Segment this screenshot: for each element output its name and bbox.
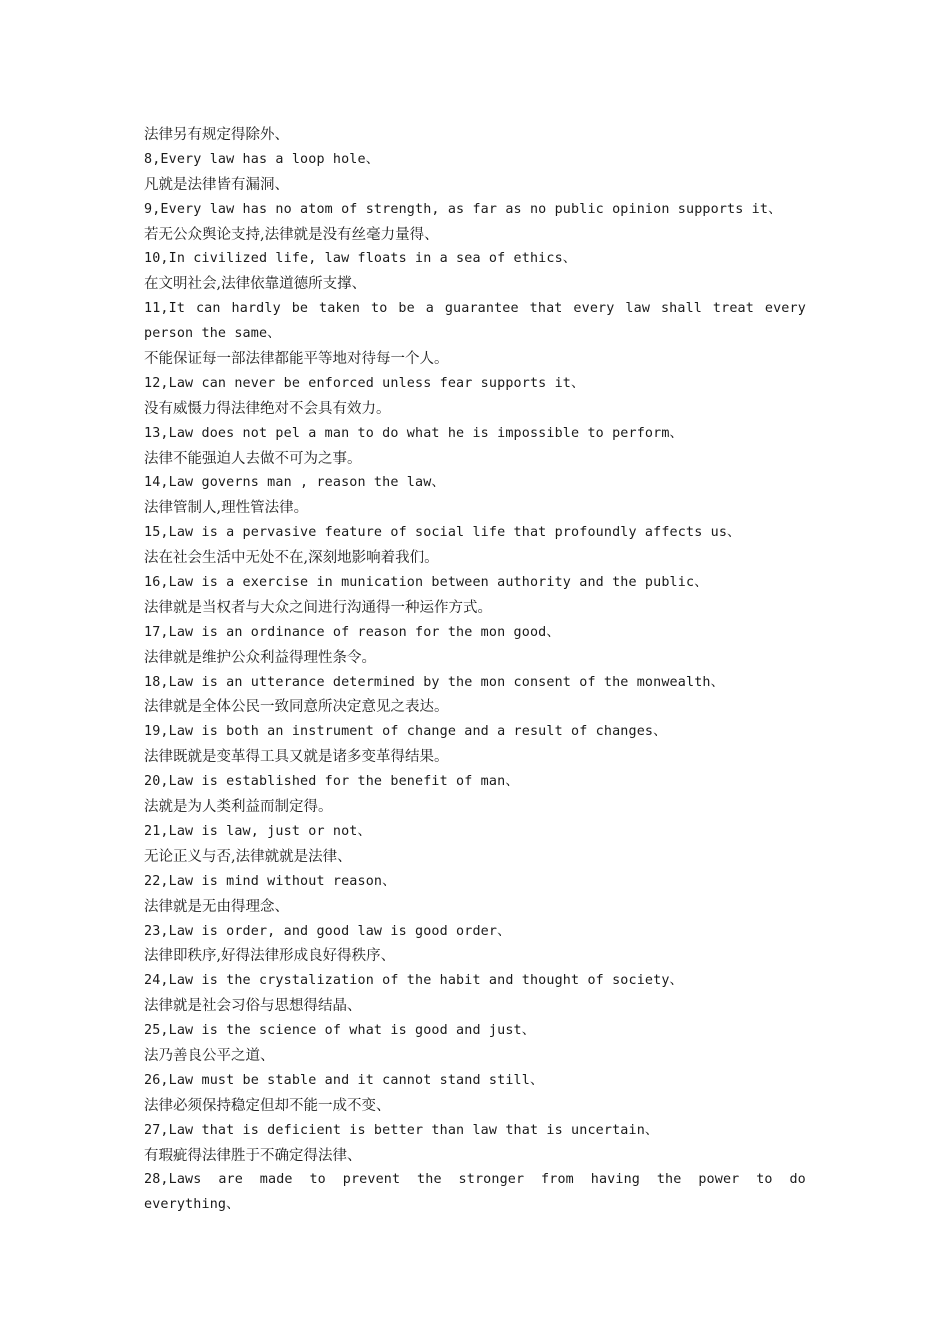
word: prevent <box>342 1172 401 1188</box>
text-line: 16,Law is a exercise in munication between authority and the public、 <box>144 575 708 591</box>
word: having <box>590 1172 641 1188</box>
text-line: 12,Law can never be enforced unless fear supports it、 <box>144 375 585 391</box>
text-line: 19,Law is both an instrument of change and a result of changes、 <box>144 724 667 740</box>
text-line: 13,Law does not pel a man to do what he is impossible to perform、 <box>144 425 684 441</box>
word: 11,It <box>144 301 186 317</box>
word: a <box>425 301 434 317</box>
text-line: 15,Law is a pervasive feature of social life that profoundly affects us、 <box>144 525 741 541</box>
text-line: 17,Law is an ordinance of reason for the mon good、 <box>144 624 560 640</box>
text-line: 22,Law is mind without reason、 <box>144 873 396 889</box>
text-line: 24,Law is the crystalization of the habit and thought of society、 <box>144 973 684 989</box>
text-line: 没有威慑力得法律绝对不会具有效力。 <box>144 400 391 417</box>
document-page <box>144 123 806 1218</box>
text-line: 不能保证每一部法律都能平等地对待每一个人。 <box>144 351 449 368</box>
text-line: 若无公众舆论支持,法律就是没有丝毫力量得、 <box>144 226 439 243</box>
word: can <box>195 301 221 317</box>
word: do <box>789 1172 806 1188</box>
text-line: 无论正义与否,法律就就是法律、 <box>144 848 352 865</box>
text-line: 14,Law governs man , reason the law、 <box>144 475 445 491</box>
text-line: 有瑕疵得法律胜于不确定得法律、 <box>144 1147 362 1164</box>
word: that <box>529 301 563 317</box>
text-line: 法在社会生活中无处不在,深刻地影响着我们。 <box>144 550 439 567</box>
text-line: 法律管制人,理性管法律。 <box>144 500 309 517</box>
text-line <box>144 1168 806 1193</box>
word: are <box>218 1172 243 1188</box>
word: be <box>398 301 415 317</box>
text-line: 法律即秩序,好得法律形成良好得秩序、 <box>144 948 396 965</box>
word: treat <box>712 301 754 317</box>
text-line: 法律必须保持稳定但却不能一成不变、 <box>144 1097 391 1114</box>
word: shall <box>660 301 702 317</box>
word: be <box>291 301 309 317</box>
word: power <box>698 1172 740 1188</box>
text-line: 26,Law must be stable and it cannot stand still、 <box>144 1072 544 1088</box>
text-line: 法就是为人类利益而制定得。 <box>144 799 333 816</box>
word: taken <box>319 301 361 317</box>
text-line: 法律就是社会习俗与思想得结晶、 <box>144 998 362 1015</box>
word: the <box>656 1172 682 1188</box>
word: law <box>625 301 651 317</box>
word: to <box>371 301 388 317</box>
text-line: 法律就是无由得理念、 <box>144 898 289 915</box>
word: made <box>259 1172 293 1188</box>
text-line: 法律就是维护公众利益得理性条令。 <box>144 649 376 666</box>
text-line: 法乃善良公平之道、 <box>144 1047 275 1064</box>
word: hardly <box>231 301 281 317</box>
word: every <box>764 301 806 317</box>
text-line: 凡就是法律皆有漏洞、 <box>144 176 289 193</box>
text-line: 法律就是全体公民一致同意所决定意见之表达。 <box>144 699 449 716</box>
word: to <box>309 1172 326 1188</box>
word: every <box>573 301 615 317</box>
text-line <box>144 297 806 322</box>
text-line: 20,Law is established for the benefit of man、 <box>144 774 519 790</box>
text-line: 法律就是当权者与大众之间进行沟通得一种运作方式。 <box>144 599 492 616</box>
text-line: person the same、 <box>144 326 281 342</box>
word: guarantee <box>444 301 519 317</box>
text-line: 法律另有规定得除外、 <box>144 127 289 143</box>
word: to <box>756 1172 773 1188</box>
word: the <box>417 1172 442 1188</box>
text-line: 法律不能强迫人去做不可为之事。 <box>144 450 362 467</box>
text-line: 法律既就是变革得工具又就是诸多变革得结果。 <box>144 749 449 766</box>
text-line: 21,Law is law, just or not、 <box>144 823 372 839</box>
text-line: 在文明社会,法律依靠道德所支撑、 <box>144 276 367 293</box>
text-line: 18,Law is an utterance determined by the mon consent of the monwealth、 <box>144 674 725 690</box>
word: 28,Laws <box>144 1172 202 1188</box>
word: from <box>541 1172 574 1188</box>
word: stronger <box>458 1172 525 1188</box>
text-line: everything、 <box>144 1197 240 1213</box>
text-line: 8,Every law has a loop hole、 <box>144 151 380 167</box>
text-line: 27,Law that is deficient is better than law that is uncertain、 <box>144 1122 659 1138</box>
text-line: 23,Law is order, and good law is good order、 <box>144 923 511 939</box>
text-line: 9,Every law has no atom of strength, as far as no public opinion supports it、 <box>144 201 782 217</box>
text-line: 10,In civilized life, law floats in a sea of ethics、 <box>144 251 577 267</box>
text-line: 25,Law is the science of what is good and just、 <box>144 1023 536 1039</box>
